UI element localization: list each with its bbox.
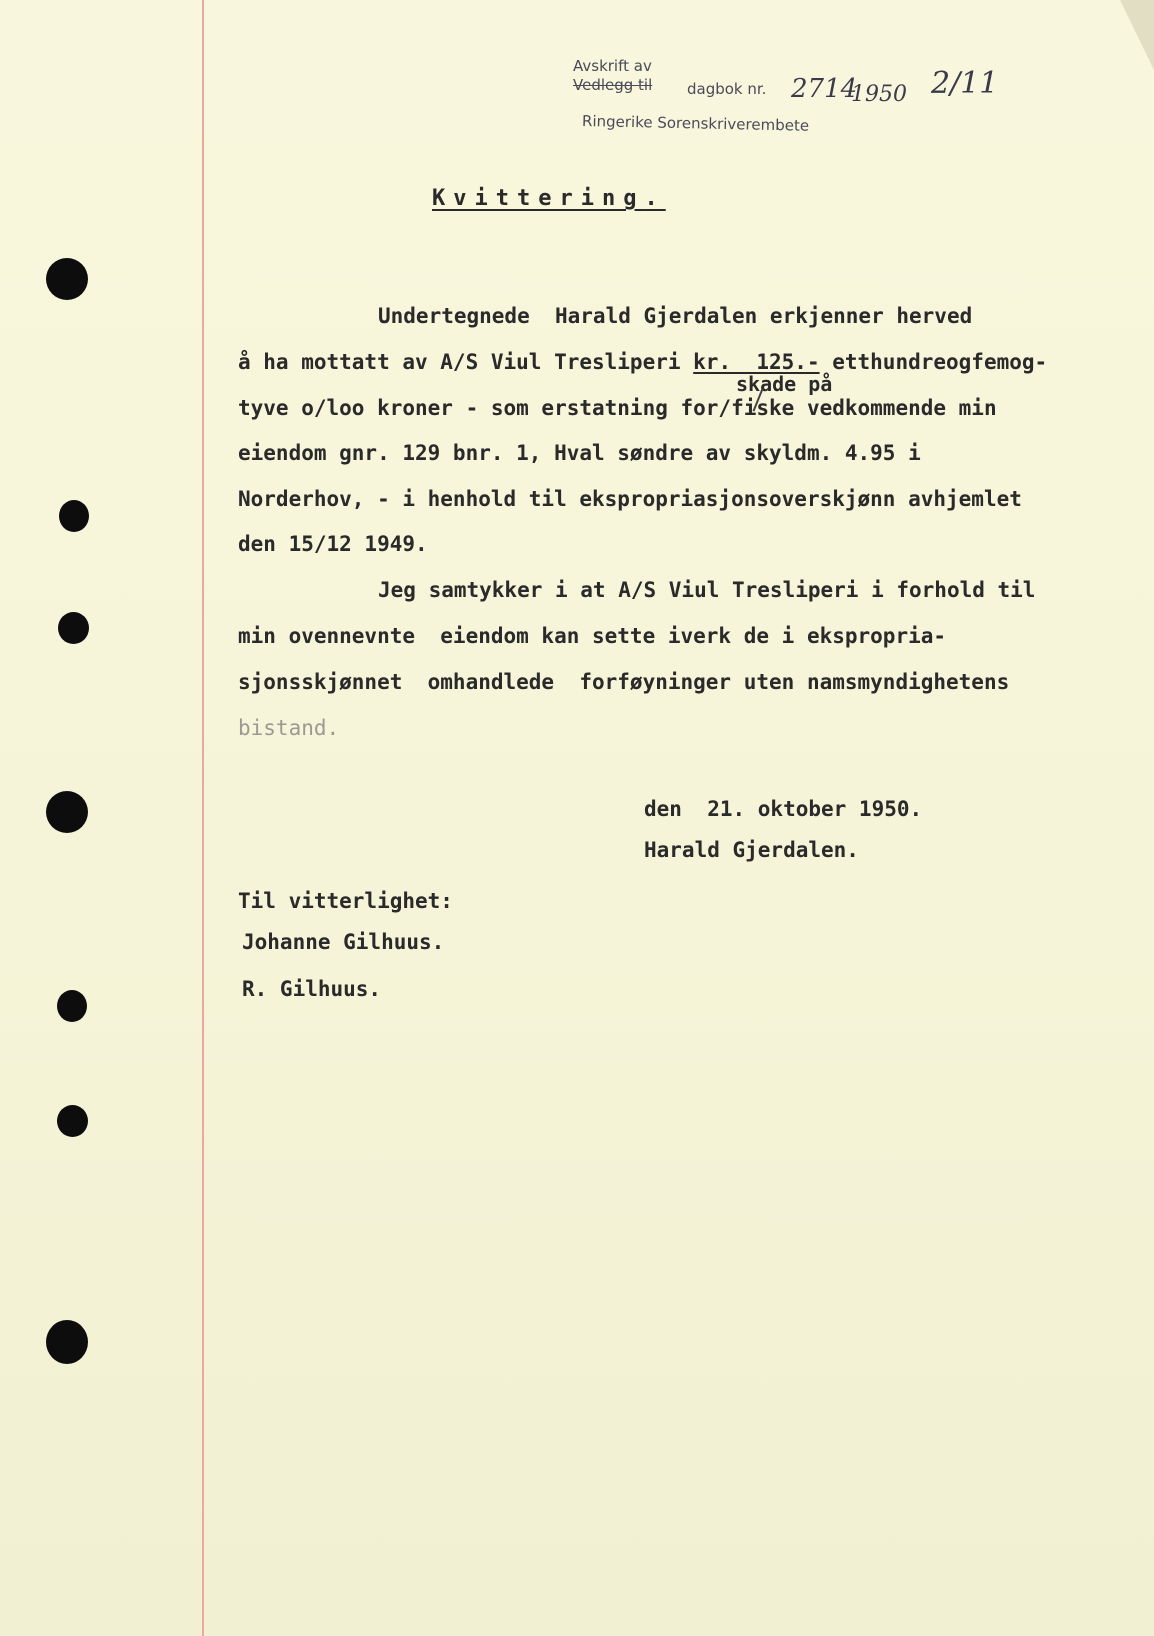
body-line-6: den 15/12 1949. xyxy=(238,532,428,556)
punch-hole xyxy=(58,612,89,644)
body-line-5: Norderhov, - i henhold til ekspropriasjonsoverskjønn avhjemlet xyxy=(238,487,1022,511)
body-line-10: bistand. xyxy=(238,716,340,740)
body-line-7: Jeg samtykker i at A/S Viul Tresliperi i forhold til xyxy=(378,578,1036,602)
punch-hole xyxy=(46,1320,88,1364)
stamp-avskrift: Avskrift av xyxy=(573,57,652,75)
stamp-dagbok-label: dagbok nr. xyxy=(687,80,767,98)
body-line-3: tyve o/loo kroner - som erstatning for/fiske vedkommende min xyxy=(238,396,997,420)
stamp-vedlegg: Vedlegg til xyxy=(573,76,653,94)
body-line-2 xyxy=(238,350,1047,374)
page-title xyxy=(432,186,666,211)
stamp-office: Ringerike Sorenskriverembete xyxy=(581,112,810,135)
title-period: . xyxy=(644,186,666,211)
handwritten-dagbok-number: 2714 xyxy=(791,74,858,104)
punch-hole xyxy=(57,990,87,1022)
inserted-text: skade på xyxy=(736,372,833,396)
witness-2: R. Gilhuus. xyxy=(242,977,382,1001)
punch-hole xyxy=(46,791,88,833)
amount: kr. 125.- xyxy=(693,350,820,374)
body-line-1: Undertegnede Harald Gjerdalen erkjenner herved xyxy=(378,304,973,328)
body-line-9: sjonsskjønnet omhandlede forføyninger uten namsmyndighetens xyxy=(238,670,1010,694)
punch-hole xyxy=(59,500,89,532)
title-text: Kvittering xyxy=(432,186,645,211)
margin-line xyxy=(202,0,204,1636)
punch-hole xyxy=(57,1105,88,1137)
date-line: den 21. oktober 1950. xyxy=(644,797,923,821)
signature: Harald Gjerdalen. xyxy=(644,838,859,862)
body-line-2-post: etthundreogfemog- xyxy=(819,350,1048,374)
page-corner-fold xyxy=(1120,0,1154,70)
witness-1: Johanne Gilhuus. xyxy=(242,930,445,954)
body-line-4: eiendom gnr. 129 bnr. 1, Hval søndre av skyldm. 4.95 i xyxy=(238,441,921,465)
punch-hole xyxy=(46,258,88,300)
handwritten-year: 1950 xyxy=(851,82,907,107)
witness-heading: Til vitterlighet: xyxy=(238,889,453,913)
handwritten-date: 2/11 xyxy=(931,66,999,101)
body-line-8: min ovennevnte eiendom kan sette iverk de i ekspropria- xyxy=(238,624,947,648)
body-line-2-pre: å ha mottatt av A/S Viul Tresliperi xyxy=(238,350,694,374)
